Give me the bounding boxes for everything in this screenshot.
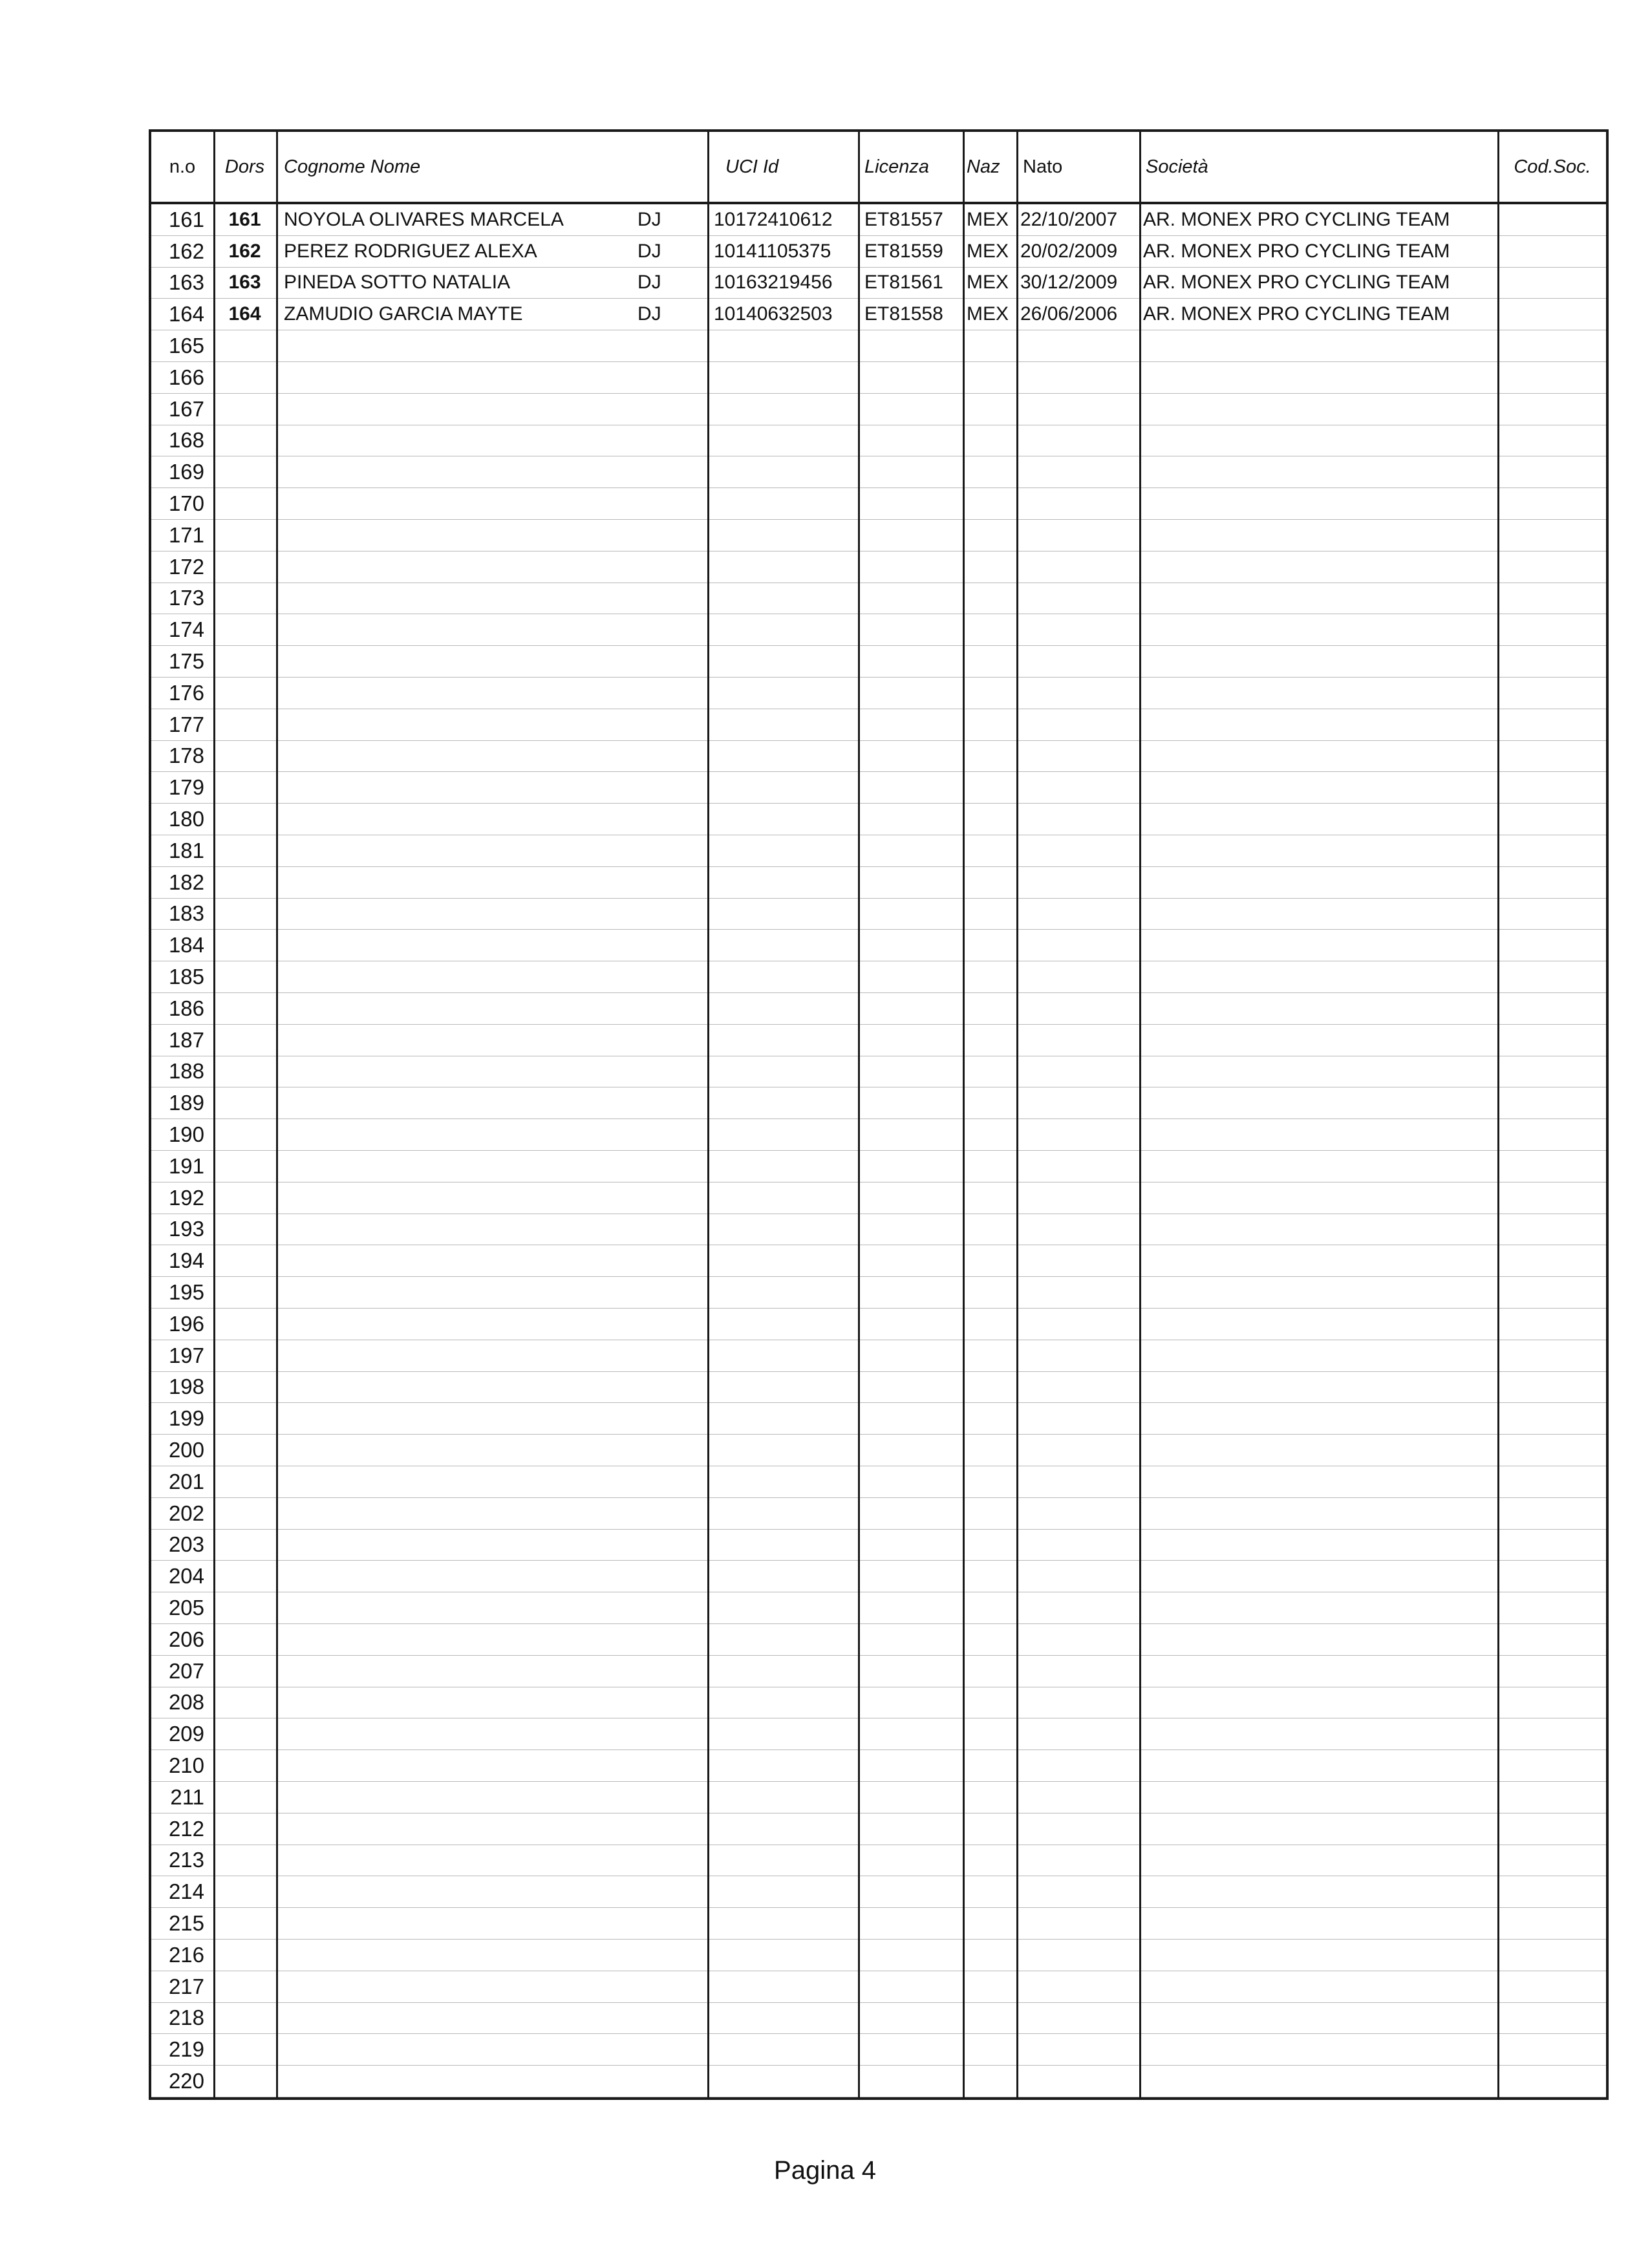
table-row [151, 1403, 1606, 1435]
row-dors: 161 [228, 208, 261, 230]
table-row [151, 299, 1606, 330]
table-row [151, 1750, 1606, 1782]
table-row [151, 772, 1606, 804]
row-number: 198 [168, 1375, 204, 1399]
row-cod-soc [1497, 299, 1607, 330]
row-nato: 30/12/2009 [1020, 272, 1118, 294]
row-societa: AR. MONEX PRO CYCLING TEAM [1143, 208, 1450, 230]
table-row [151, 1813, 1606, 1845]
row-dors: 164 [228, 303, 261, 325]
table-row [151, 1845, 1606, 1877]
row-name: NOYOLA OLIVARES MARCELA [284, 208, 564, 230]
row-number: 210 [168, 1753, 204, 1778]
row-nato: 26/06/2006 [1020, 303, 1118, 325]
row-number: 186 [168, 996, 204, 1020]
header-cognome-nome: Cognome Nome [284, 156, 421, 177]
table-row [151, 1214, 1606, 1246]
row-number: 213 [168, 1848, 204, 1872]
row-number: 185 [168, 965, 204, 989]
header-naz: Naz [967, 156, 1000, 177]
table-row [151, 1435, 1606, 1466]
row-number: 175 [168, 649, 204, 674]
row-societa: AR. MONEX PRO CYCLING TEAM [1143, 272, 1450, 294]
column-divider [707, 132, 709, 2097]
table-row [151, 236, 1606, 268]
row-number: 195 [168, 1280, 204, 1305]
row-number: 193 [168, 1217, 204, 1241]
row-number: 199 [168, 1406, 204, 1431]
row-uci-id: 10141105375 [714, 240, 831, 262]
table-row [151, 899, 1606, 930]
row-name: PINEDA SOTTO NATALIA [284, 272, 511, 294]
table-row [151, 488, 1606, 520]
row-uci-id: 10172410612 [714, 208, 833, 230]
row-licenza: ET81557 [864, 208, 943, 230]
row-number: 194 [168, 1248, 204, 1273]
row-number: 163 [168, 270, 204, 295]
header-licenza: Licenza [864, 156, 929, 177]
table-row [151, 1277, 1606, 1309]
header-nato: Nato [1023, 156, 1063, 177]
header-no: n.o [169, 156, 196, 177]
table-row [151, 1718, 1606, 1750]
table-row [151, 1592, 1606, 1624]
table-row [151, 583, 1606, 615]
row-number: 187 [168, 1027, 204, 1052]
row-category: DJ [638, 303, 661, 325]
table-row [151, 961, 1606, 993]
table-row [151, 741, 1606, 773]
row-dors: 162 [228, 240, 261, 262]
row-number: 204 [168, 1564, 204, 1589]
row-number: 174 [168, 617, 204, 642]
row-number: 214 [168, 1879, 204, 1904]
row-licenza: ET81558 [864, 303, 943, 325]
row-number: 206 [168, 1627, 204, 1651]
row-naz: MEX [967, 272, 1009, 294]
table-row [151, 1151, 1606, 1182]
table-row [151, 1876, 1606, 1908]
row-number: 171 [168, 522, 204, 547]
table-row [151, 1087, 1606, 1119]
row-number: 182 [168, 870, 204, 894]
table-row [151, 1466, 1606, 1498]
table-row [151, 678, 1606, 709]
row-number: 207 [168, 1658, 204, 1683]
column-divider [963, 132, 965, 2097]
entry-table [149, 129, 1609, 2100]
row-number: 162 [168, 239, 204, 263]
table-row [151, 1624, 1606, 1656]
table-row [151, 1025, 1606, 1056]
table-row [151, 1940, 1606, 1971]
table-row [151, 204, 1606, 236]
row-dors: 163 [228, 272, 261, 294]
row-number: 170 [168, 491, 204, 516]
row-number: 180 [168, 807, 204, 831]
header-uci-id: UCI Id [725, 156, 779, 177]
row-number: 173 [168, 586, 204, 610]
page-number: Pagina 4 [774, 2156, 876, 2185]
row-cod-soc [1497, 268, 1607, 299]
row-name: PEREZ RODRIGUEZ ALEXA [284, 240, 537, 262]
row-number: 181 [168, 838, 204, 862]
table-row [151, 1498, 1606, 1530]
row-societa: AR. MONEX PRO CYCLING TEAM [1143, 240, 1450, 262]
header-cod-soc: Cod.Soc. [1514, 156, 1591, 177]
row-uci-id: 10140632503 [714, 303, 833, 325]
row-number: 169 [168, 460, 204, 484]
row-number: 197 [168, 1343, 204, 1367]
table-row [151, 1561, 1606, 1592]
table-row [151, 425, 1606, 457]
row-name: ZAMUDIO GARCIA MAYTE [284, 303, 523, 325]
row-number: 177 [168, 712, 204, 736]
row-number: 200 [168, 1438, 204, 1462]
row-number: 183 [168, 901, 204, 926]
row-number: 188 [168, 1059, 204, 1084]
row-number: 217 [168, 1974, 204, 1998]
row-number: 211 [170, 1784, 204, 1809]
table-row [151, 993, 1606, 1025]
row-number: 161 [168, 207, 204, 231]
row-number: 190 [168, 1122, 204, 1147]
row-category: DJ [638, 208, 661, 230]
table-row [151, 2003, 1606, 2035]
table-row [151, 1908, 1606, 1940]
header-dors: Dors [224, 156, 265, 177]
row-number: 218 [168, 2006, 204, 2030]
column-divider [858, 132, 860, 2097]
row-number: 167 [168, 396, 204, 421]
column-divider [1497, 132, 1499, 2097]
row-naz: MEX [967, 208, 1009, 230]
row-number: 168 [168, 428, 204, 453]
table-row [151, 867, 1606, 899]
row-cod-soc [1497, 236, 1607, 267]
row-number: 178 [168, 744, 204, 768]
row-cod-soc [1497, 204, 1607, 235]
row-number: 209 [168, 1722, 204, 1746]
table-row [151, 835, 1606, 867]
row-number: 184 [168, 933, 204, 957]
table-row [151, 1372, 1606, 1404]
row-licenza: ET81559 [864, 240, 943, 262]
column-divider [276, 132, 278, 2097]
table-row [151, 394, 1606, 425]
table-row [151, 1340, 1606, 1372]
table-row [151, 1687, 1606, 1719]
row-nato: 20/02/2009 [1020, 240, 1118, 262]
row-number: 172 [168, 554, 204, 579]
table-row [151, 268, 1606, 299]
row-number: 202 [168, 1501, 204, 1525]
row-naz: MEX [967, 303, 1009, 325]
row-number: 203 [168, 1532, 204, 1557]
row-uci-id: 10163219456 [714, 272, 833, 294]
row-licenza: ET81561 [864, 272, 943, 294]
row-number: 216 [168, 1942, 204, 1967]
row-nato: 22/10/2007 [1020, 208, 1118, 230]
table-row [151, 1309, 1606, 1340]
table-row [151, 614, 1606, 646]
row-number: 164 [168, 302, 204, 326]
row-number: 189 [168, 1091, 204, 1115]
row-number: 205 [168, 1596, 204, 1620]
table-row [151, 362, 1606, 394]
table-row [151, 551, 1606, 583]
column-divider [213, 132, 215, 2097]
row-naz: MEX [967, 240, 1009, 262]
row-number: 176 [168, 680, 204, 705]
row-number: 191 [168, 1153, 204, 1178]
row-number: 196 [168, 1311, 204, 1336]
row-number: 212 [168, 1816, 204, 1841]
row-number: 166 [168, 365, 204, 389]
row-number: 179 [168, 775, 204, 800]
table-row [151, 1182, 1606, 1214]
table-row [151, 330, 1606, 362]
row-category: DJ [638, 240, 661, 262]
row-number: 208 [168, 1690, 204, 1715]
row-number: 219 [168, 2037, 204, 2062]
header-societa: Società [1146, 156, 1208, 177]
table-row [151, 1119, 1606, 1151]
row-number: 201 [168, 1469, 204, 1493]
table-row [151, 1056, 1606, 1088]
column-divider [1139, 132, 1141, 2097]
table-row [151, 2034, 1606, 2066]
row-societa: AR. MONEX PRO CYCLING TEAM [1143, 303, 1450, 325]
row-number: 220 [168, 2069, 204, 2093]
table-row [151, 930, 1606, 961]
table-row [151, 646, 1606, 678]
table-row [151, 520, 1606, 551]
row-category: DJ [638, 272, 661, 294]
row-number: 192 [168, 1185, 204, 1210]
table-row [151, 1782, 1606, 1813]
table-row [151, 1530, 1606, 1561]
row-number: 165 [168, 334, 204, 358]
table-row [151, 1245, 1606, 1277]
column-divider [1016, 132, 1018, 2097]
table-row [151, 804, 1606, 835]
row-number: 215 [168, 1911, 204, 1936]
table-row [151, 709, 1606, 741]
table-row [151, 1656, 1606, 1687]
table-row [151, 2066, 1606, 2097]
table-row [151, 456, 1606, 488]
table-row [151, 1971, 1606, 2003]
